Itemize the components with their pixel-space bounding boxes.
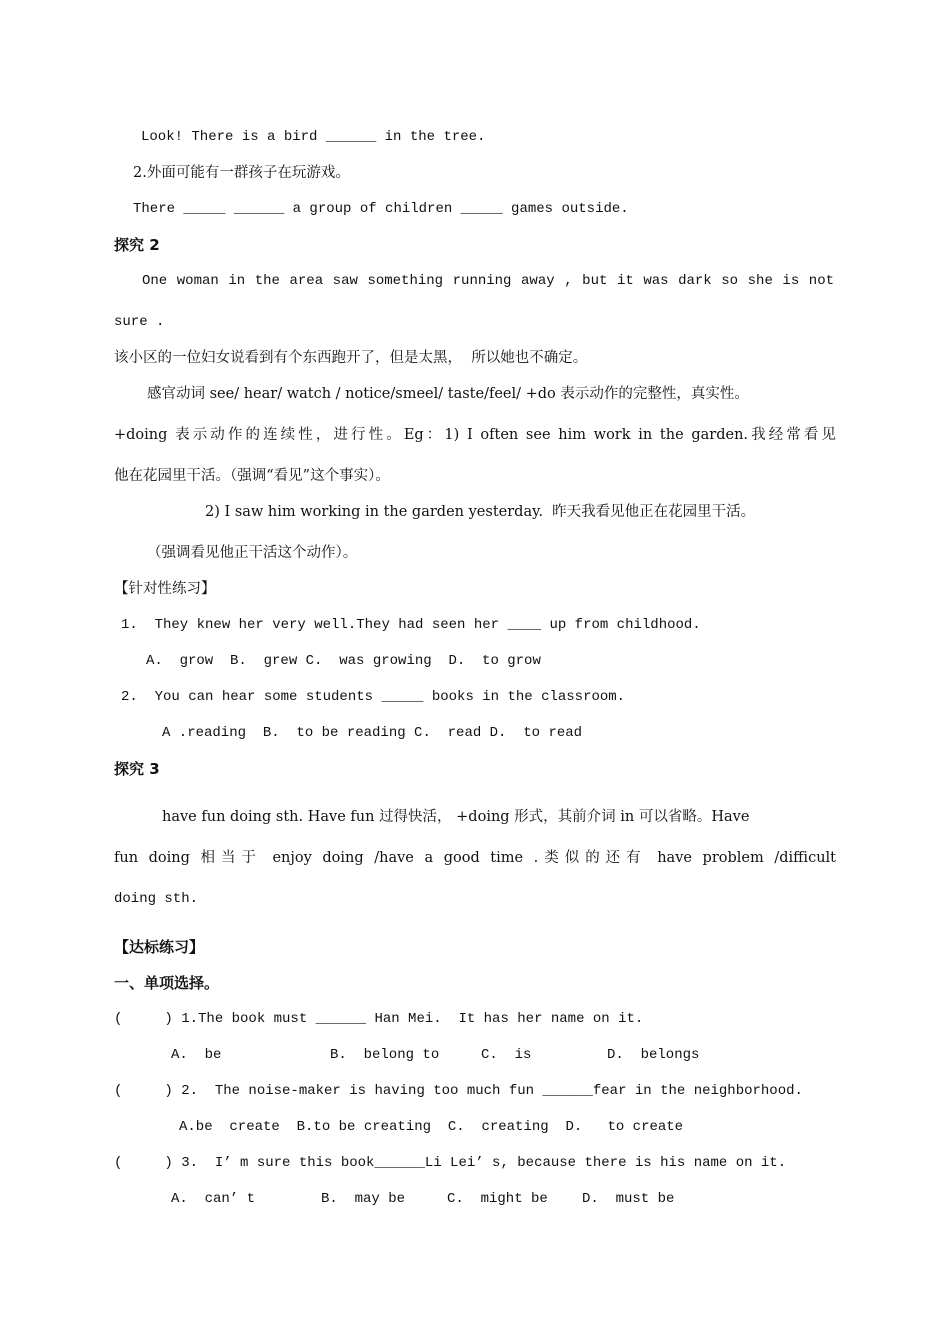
question-1-option-b: B. belong to	[330, 1047, 440, 1063]
question-3-option-b: B. may be	[321, 1191, 406, 1207]
grammar-note-line-5: （强调看见他正干活这个动作）。	[147, 545, 358, 561]
explore-3-line-1: have fun doing sth. Have fun 过得快活， +doing 形式，其前介词 in 可以省略。Have	[162, 809, 750, 825]
question-1-stem: ( ) 1.The book must ______ Han Mei. It has her name on it.	[114, 1011, 644, 1027]
question-2-options: A.be create B.to be creating C. creating D. to create	[179, 1119, 684, 1135]
practice-heading: 【针对性练习】	[114, 581, 216, 597]
question-1-option-c: C. is	[481, 1047, 532, 1063]
explore-3-line-3: doing sth.	[114, 891, 199, 907]
grammar-note-line-1: 感官动词 see/ hear/ watch / notice/smeel/ taste/feel/ +do 表示动作的完整性，真实性。	[147, 386, 749, 402]
grammar-note-line-4: 2) I saw him working in the garden yesterday. 昨天我看见他正在花园里干活。	[205, 504, 756, 520]
grammar-note-line-3: 他在花园里干活。（强调“看见”这个事实）。	[114, 468, 390, 484]
standard-practice-heading: 【达标练习】	[114, 938, 205, 956]
section-heading-explore-3: 探究 3	[114, 760, 160, 778]
question-3-option-d: D. must be	[582, 1191, 675, 1207]
example-sentence-chinese: 该小区的一位妇女说看到有个东西跑开了，但是太黑， 所以她也不确定。	[114, 350, 588, 366]
practice-question-2: 2. You can hear some students _____ books in the classroom.	[121, 689, 626, 705]
example-sentence-english-line-2: sure .	[114, 314, 165, 330]
exercise-line: Look! There is a bird ______ in the tree.	[141, 129, 486, 145]
practice-question-1: 1. They knew her very well.They had seen her ____ up from childhood.	[121, 617, 701, 633]
practice-question-1-options: A. grow B. grew C. was growing D. to grow	[146, 653, 541, 669]
single-choice-section-title: 一、单项选择。	[114, 974, 220, 992]
question-2-stem: ( ) 2. The noise-maker is having too much fun ______fear in the neighborhood.	[114, 1083, 803, 1099]
question-3-option-c: C. might be	[447, 1191, 548, 1207]
practice-question-2-options: A .reading B. to be reading C. read D. to read	[162, 725, 583, 741]
section-heading-explore-2: 探究 2	[114, 236, 160, 254]
exercise-item-2-english: There _____ ______ a group of children _____ games outside.	[133, 201, 629, 217]
grammar-note-line-2: +doing 表示动作的连续性，进行性。Eg：1) I often see him work in the garden.我经常看见	[114, 427, 836, 443]
question-3-stem: ( ) 3. I’ m sure this book______Li Lei’ s, because there is his name on it.	[114, 1155, 787, 1171]
example-sentence-english-line-1: One woman in the area saw something running away , but it was dark so she is not	[142, 273, 834, 289]
question-1-option-d: D. belongs	[607, 1047, 700, 1063]
explore-3-line-2: fun doing 相当于 enjoy doing /have a good time .类似的还有 have problem /difficult	[114, 850, 836, 866]
question-1-option-a: A. be	[171, 1047, 222, 1063]
question-3-option-a: A. can’ t	[171, 1191, 256, 1207]
exercise-item-2-chinese: 2.外面可能有一群孩子在玩游戏。	[133, 165, 350, 181]
